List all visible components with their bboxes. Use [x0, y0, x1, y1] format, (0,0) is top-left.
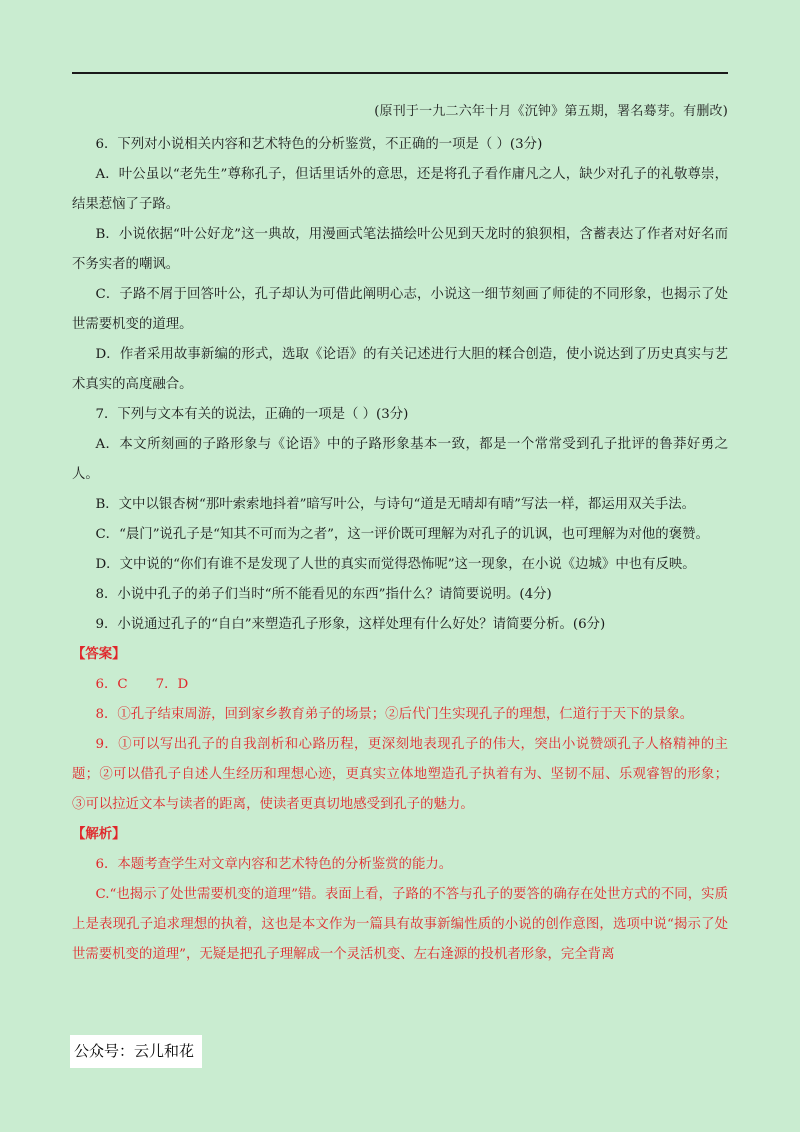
option-7d: D．文中说的“你们有谁不是发现了人世的真实而觉得恐怖呢”这一现象，在小说《边城》中也有反映。 [95, 557, 696, 572]
option-7b: B．文中以银杏树“那叶索索地抖着”暗写叶公，与诗句“道是无晴却有晴”写法一样，都运用双关手法。 [95, 497, 696, 512]
analysis-line-1: 6．本题考查学生对文章内容和艺术特色的分析鉴赏的能力。 [95, 857, 453, 872]
question-7: 7．下列与文本有关的说法，正确的一项是（ ）(3分) [95, 407, 409, 422]
question-8: 8．小说中孔子的弟子们当时“所不能看见的东西”指什么？请简要说明。(4分) [95, 587, 552, 602]
option-7a: A．本文所刻画的子路形象与《论语》中的子路形象基本一致，都是一个常常受到孔子批评的鲁莽好勇之人。 [72, 437, 728, 482]
answer-7: 7．D [155, 677, 189, 692]
analysis-line-2: C.“也揭示了处世需要机变的道理”错。表面上看，子路的不答与孔子的要答的确存在处世方式的不同，实质上是表现孔子追求理想的执着，这也是本文作为一篇具有故事新编性质的小说的创作意图，选项中说“揭示了处世需要机变的道理”，无疑是把孔子理解成一个灵活机变、左右逢源的投机者形象，完全背离 [72, 887, 728, 962]
top-rule [72, 72, 728, 74]
document-body [72, 130, 728, 970]
answer-9: 9．①可以写出孔子的自我剖析和心路历程，更深刻地表现孔子的伟大，突出小说赞颂孔子人格精神的主题；②可以借孔子自述人生经历和理想心迹，更真实立体地塑造孔子执着有为、坚韧不屈、乐观睿智的形象；③可以拉近文本与读者的距离，使读者更真切地感受到孔子的魅力。 [72, 737, 728, 812]
option-6b: B．小说依据“叶公好龙”这一典故，用漫画式笔法描绘叶公见到天龙时的狼狈相，含蓄表达了作者对好名而不务实者的嘲讽。 [72, 227, 728, 272]
source-note: (原刊于一九二六年十月《沉钟》第五期，署名蓦芽。有删改) [374, 104, 728, 119]
answer-8: 8．①孔子结束周游，回到家乡教育弟子的场景；②后代门生实现孔子的理想，仁道行于天下的景象。 [95, 707, 694, 722]
question-9: 9．小说通过孔子的“自白”来塑造孔子形象，这样处理有什么好处？请简要分析。(6分) [95, 617, 606, 632]
answers-6-7 [72, 670, 728, 700]
analysis-heading: 【解析】 [72, 827, 126, 842]
option-6c: C．子路不屑于回答叶公，孔子却认为可借此阐明心志，小说这一细节刻画了师徒的不同形象，也揭示了处世需要机变的道理。 [72, 287, 728, 332]
option-6d: D．作者采用故事新编的形式，选取《论语》的有关记述进行大胆的糅合创造，使小说达到了历史真实与艺术真实的高度融合。 [72, 347, 728, 392]
question-6: 6．下列对小说相关内容和艺术特色的分析鉴赏，不正确的一项是（ ）(3分) [95, 137, 543, 152]
footer-label: 公众号：云儿和花 [70, 1035, 202, 1068]
answer-heading: 【答案】 [72, 647, 126, 662]
answer-6: 6．C [95, 677, 128, 692]
option-7c: C．“晨门”说孔子是“知其不可而为之者”，这一评价既可理解为对孔子的讥讽，也可理解为对他的褒赞。 [95, 527, 709, 542]
option-6a: A．叶公虽以“老先生”尊称孔子，但话里话外的意思，还是将孔子看作庸凡之人，缺少对孔子的礼敬尊崇，结果惹恼了子路。 [72, 167, 728, 212]
